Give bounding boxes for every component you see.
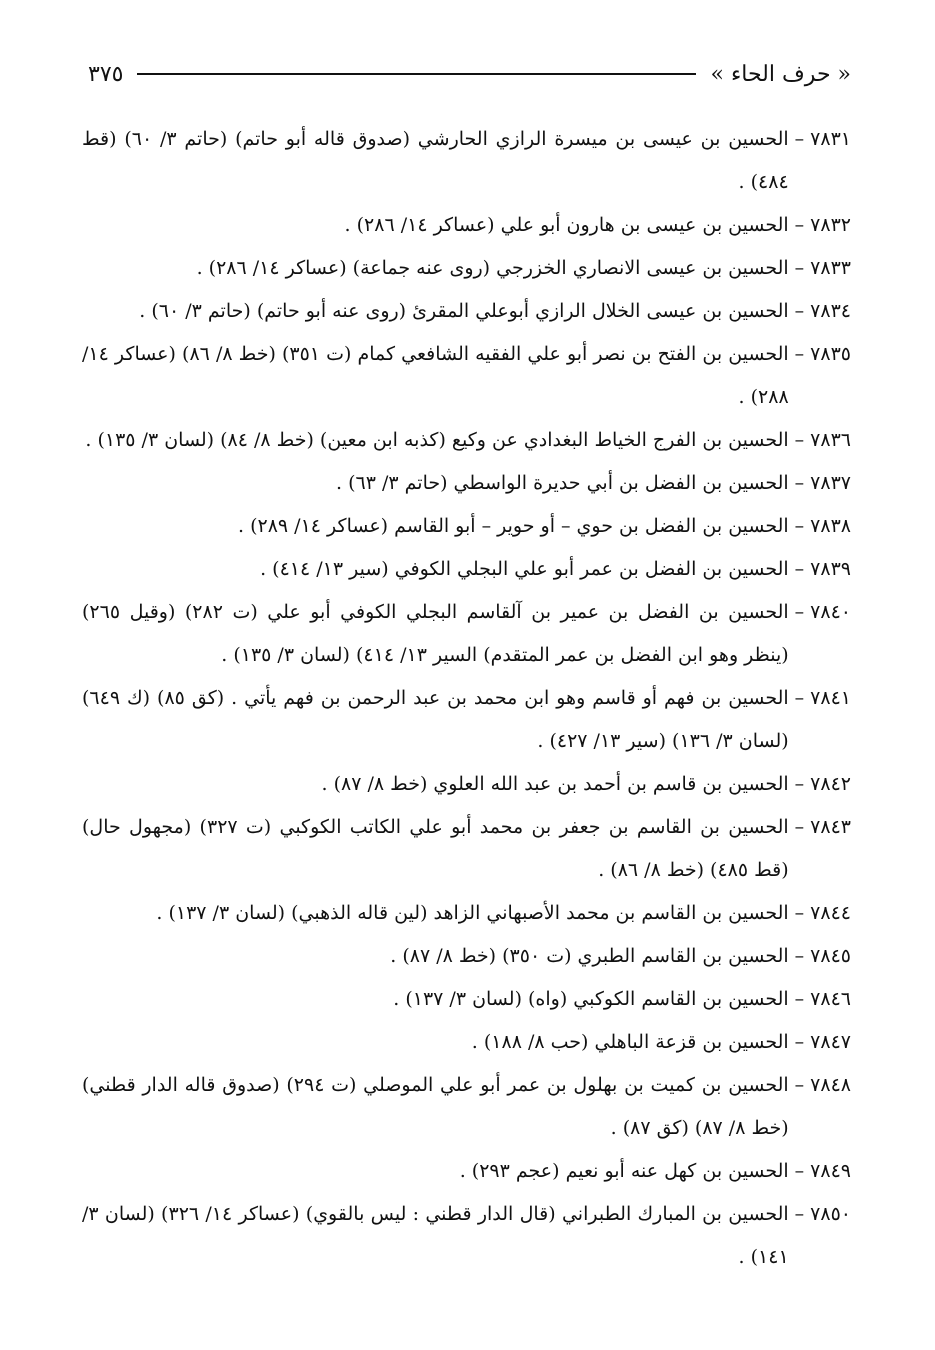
entry-number: ٧٨٤٠ bbox=[810, 601, 851, 623]
entry-dash: – bbox=[794, 988, 805, 1010]
list-item bbox=[82, 419, 851, 462]
entry-number: ٧٨٤٨ bbox=[810, 1074, 851, 1096]
entry-number: ٧٨٣٧ bbox=[810, 472, 851, 494]
list-item bbox=[82, 1193, 851, 1279]
entry-number: ٧٨٣٢ bbox=[810, 214, 851, 236]
entry-dash: – bbox=[794, 601, 805, 623]
entry-text: الحسين بن الفضل بن عمير بن آلقاسم البجلي الكوفي أبو علي (ت ٢٨٢) (وقيل ٢٦٥) (ينظر وهو ابن الفضل بن عمر المتقدم) السير ١٣/ ٤١٤) (لسان ٣/ ١٣٥) . bbox=[82, 601, 789, 666]
entry-number: ٧٨٣٥ bbox=[810, 343, 851, 365]
entry-text: الحسين بن قزعة الباهلي (حب ٨/ ١٨٨) . bbox=[471, 1031, 789, 1053]
entry-text: الحسين بن عيسى بن ميسرة الرازي الحارشي (صدوق قاله أبو حاتم) (حاتم ٣/ ٦٠) (قط ٤٨٤) . bbox=[82, 128, 789, 193]
entry-list bbox=[82, 118, 851, 1279]
entry-number: ٧٨٤٥ bbox=[810, 945, 851, 967]
entry-text: الحسين بن الفضل بن حوي – أو حوير – أبو القاسم (عساكر ١٤/ ٢٨٩) . bbox=[238, 515, 789, 537]
entry-dash: – bbox=[794, 128, 805, 150]
entry-text: الحسين بن الفرج الخياط البغدادي عن وكيع (كذبه ابن معين) (خط ٨/ ٨٤) (لسان ٣/ ١٣٥) . bbox=[85, 429, 789, 451]
entry-text: الحسين بن القاسم الكوكبي (واه) (لسان ٣/ ١٣٧) . bbox=[393, 988, 789, 1010]
list-item bbox=[82, 1021, 851, 1064]
entry-number: ٧٨٤٢ bbox=[810, 773, 851, 795]
entry-number: ٧٨٣٣ bbox=[810, 257, 851, 279]
entry-text: الحسين بن عيسى الانصاري الخزرجي (روى عنه جماعة) (عساكر ١٤/ ٢٨٦) . bbox=[196, 257, 789, 279]
entry-number: ٧٨٣١ bbox=[810, 128, 851, 150]
entry-number: ٧٨٤٣ bbox=[810, 816, 851, 838]
entry-text: الحسين بن القاسم الطبري (ت ٣٥٠) (خط ٨/ ٨٧) . bbox=[390, 945, 789, 967]
header-rule bbox=[137, 73, 696, 75]
entry-number: ٧٨٤٧ bbox=[810, 1031, 851, 1053]
entry-dash: – bbox=[794, 300, 805, 322]
entry-dash: – bbox=[794, 1203, 805, 1225]
entry-dash: – bbox=[794, 687, 805, 709]
list-item bbox=[82, 204, 851, 247]
list-item bbox=[82, 677, 851, 763]
entry-text: الحسين بن الفتح بن نصر أبو علي الفقيه الشافعي كمام (ت ٣٥١) (خط ٨/ ٨٦) (عساكر ١٤/ ٢٨٨) . bbox=[82, 343, 789, 408]
entry-dash: – bbox=[794, 515, 805, 537]
list-item bbox=[82, 505, 851, 548]
list-item bbox=[82, 118, 851, 204]
list-item bbox=[82, 591, 851, 677]
list-item bbox=[82, 333, 851, 419]
entry-dash: – bbox=[794, 472, 805, 494]
list-item bbox=[82, 247, 851, 290]
entry-dash: – bbox=[794, 1031, 805, 1053]
entry-dash: – bbox=[794, 945, 805, 967]
entry-dash: – bbox=[794, 773, 805, 795]
list-item bbox=[82, 548, 851, 591]
entry-dash: – bbox=[794, 902, 805, 924]
list-item bbox=[82, 806, 851, 892]
entry-dash: – bbox=[794, 214, 805, 236]
entry-text: الحسين بن الفضل بن أبي حديرة الواسطي (حاتم ٣/ ٦٣) . bbox=[336, 472, 789, 494]
page-number: ٣٧٥ bbox=[88, 61, 124, 87]
list-item bbox=[82, 935, 851, 978]
entry-text: الحسين بن كهل عنه أبو نعيم (عجم ٢٩٣) . bbox=[459, 1160, 789, 1182]
entry-number: ٧٨٤١ bbox=[810, 687, 851, 709]
list-item bbox=[82, 462, 851, 505]
entry-number: ٧٨٥٠ bbox=[810, 1203, 851, 1225]
entry-number: ٧٨٣٤ bbox=[810, 300, 851, 322]
entry-dash: – bbox=[794, 816, 805, 838]
entry-text: الحسين بن عيسى الخلال الرازي أبوعلي المقرئ (روى عنه أبو حاتم) (حاتم ٣/ ٦٠) . bbox=[139, 300, 789, 322]
entry-text: الحسين بن فهم أو قاسم وهو ابن محمد بن عبد الرحمن بن فهم يأتي . (كق ٨٥) (ك ٦٤٩) (لسان ٣/ ١٣٦) (سير ١٣/ ٤٢٧) . bbox=[82, 687, 789, 752]
list-item bbox=[82, 978, 851, 1021]
list-item bbox=[82, 763, 851, 806]
list-item bbox=[82, 290, 851, 333]
entry-dash: – bbox=[794, 429, 805, 451]
list-item bbox=[82, 1064, 851, 1150]
entry-dash: – bbox=[794, 343, 805, 365]
entry-text: الحسين بن كميت بن بهلول بن عمر أبو علي الموصلي (ت ٢٩٤) (صدوق قاله الدار قطني) (خط ٨/ ٨٧) (كق ٨٧) . bbox=[82, 1074, 789, 1139]
entry-dash: – bbox=[794, 558, 805, 580]
entry-text: الحسين بن القاسم بن جعفر بن محمد أبو علي الكاتب الكوكبي (ت ٣٢٧) (مجهول حال) (قط ٤٨٥) (خط ٨/ ٨٦) . bbox=[82, 816, 789, 881]
entry-number: ٧٨٤٦ bbox=[810, 988, 851, 1010]
entry-dash: – bbox=[794, 1160, 805, 1182]
entry-number: ٧٨٣٨ bbox=[810, 515, 851, 537]
entry-number: ٧٨٣٦ bbox=[810, 429, 851, 451]
page-header bbox=[88, 56, 851, 92]
entry-text: الحسين بن عيسى بن هارون أبو علي (عساكر ١٤/ ٢٨٦) . bbox=[344, 214, 789, 236]
entry-dash: – bbox=[794, 1074, 805, 1096]
list-item bbox=[82, 1150, 851, 1193]
entry-number: ٧٨٣٩ bbox=[810, 558, 851, 580]
entry-text: الحسين بن الفضل بن عمر أبو علي البجلي الكوفي (سير ١٣/ ٤١٤) . bbox=[260, 558, 789, 580]
entry-text: الحسين بن المبارك الطبراني (قال الدار قطني : ليس بالقوي) (عساكر ١٤/ ٣٢٦) (لسان ٣/ ١٤١) . bbox=[82, 1203, 789, 1268]
entry-text: الحسين بن قاسم بن أحمد بن عبد الله العلوي (خط ٨/ ٨٧) . bbox=[321, 773, 789, 795]
list-item bbox=[82, 892, 851, 935]
entry-dash: – bbox=[794, 257, 805, 279]
chapter-title: « حرف الحاء » bbox=[710, 61, 851, 87]
entry-number: ٧٨٤٤ bbox=[810, 902, 851, 924]
entry-number: ٧٨٤٩ bbox=[810, 1160, 851, 1182]
entry-text: الحسين بن القاسم بن محمد الأصبهاني الزاهد (لين قاله الذهبي) (لسان ٣/ ١٣٧) . bbox=[156, 902, 789, 924]
